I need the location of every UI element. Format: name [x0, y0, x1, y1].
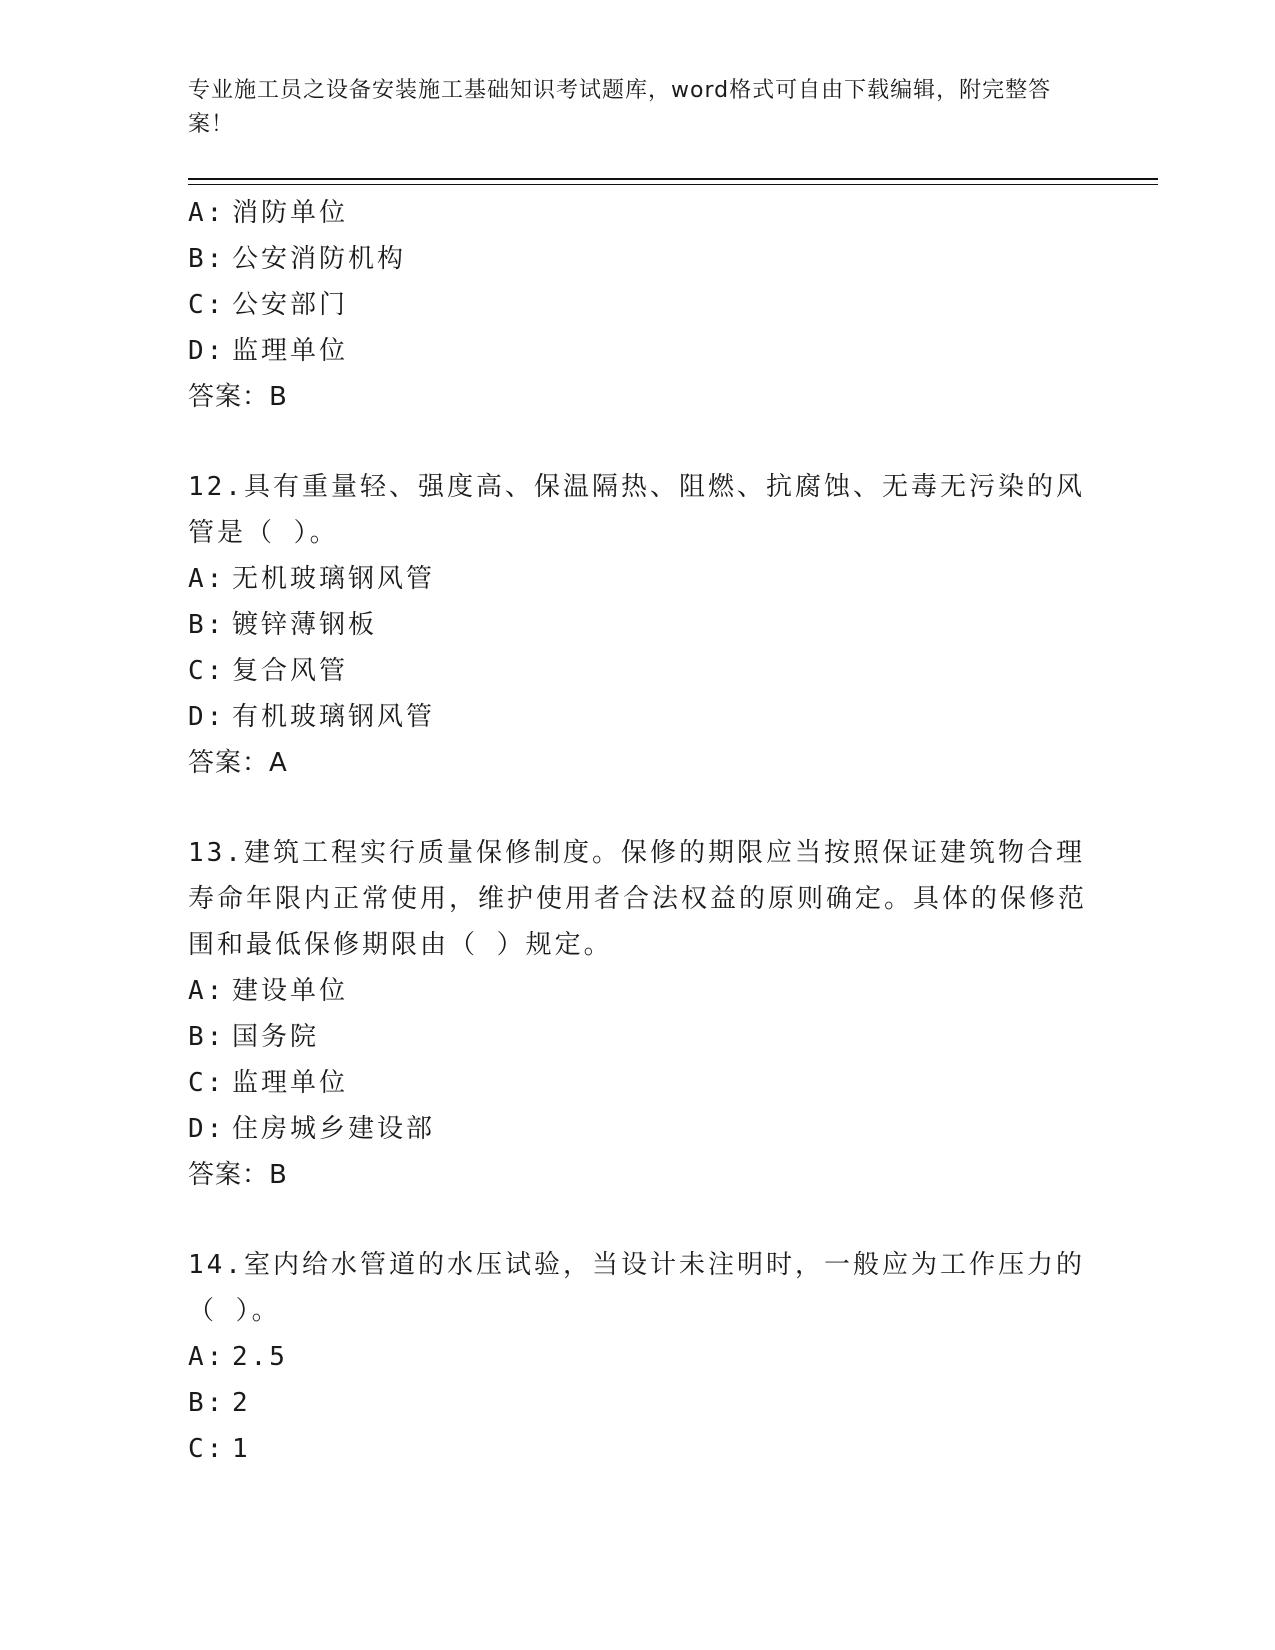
option-b: B: 国务院	[188, 1022, 320, 1052]
answer-line: 答案：A	[188, 748, 288, 778]
option-a: A: 消防单位	[188, 198, 349, 228]
option-a: A: 2.5	[188, 1342, 288, 1372]
question-list	[188, 190, 1088, 1472]
option-a: A: 建设单位	[188, 976, 349, 1006]
option-a: A: 无机玻璃钢风管	[188, 564, 436, 594]
question-stem: 13.建筑工程实行质量保修制度。保修的期限应当按照保证建筑物合理寿命年限内正常使用，维护使用者合法权益的原则确定。具体的保修范围和最低保修期限由（ ）规定。	[188, 838, 1088, 960]
question-14	[188, 1242, 1088, 1472]
question-13	[188, 830, 1088, 1198]
question-stem: 14.室内给水管道的水压试验，当设计未注明时，一般应为工作压力的（ ）。	[188, 1250, 1085, 1326]
option-c: C: 监理单位	[188, 1068, 349, 1098]
option-c: C: 公安部门	[188, 290, 349, 320]
document-header: 专业施工员之设备安装施工基础知识考试题库，word格式可自由下载编辑，附完整答案！	[188, 78, 1052, 137]
option-b: B: 2	[188, 1388, 251, 1418]
header-divider-thick	[188, 178, 1158, 180]
answer-line: 答案：B	[188, 1160, 288, 1190]
option-d: D: 监理单位	[188, 336, 349, 366]
question-12	[188, 464, 1088, 786]
answer-line: 答案：B	[188, 382, 288, 412]
option-c: C: 复合风管	[188, 656, 349, 686]
option-b: B: 镀锌薄钢板	[188, 610, 378, 640]
option-d: D: 住房城乡建设部	[188, 1114, 436, 1144]
header-divider-thin	[188, 184, 1158, 185]
option-b: B: 公安消防机构	[188, 244, 407, 274]
question-11-continued	[188, 190, 1088, 420]
question-stem: 12.具有重量轻、强度高、保温隔热、阻燃、抗腐蚀、无毒无污染的风管是（ ）。	[188, 472, 1085, 548]
option-d: D: 有机玻璃钢风管	[188, 702, 436, 732]
option-c: C: 1	[188, 1434, 251, 1464]
